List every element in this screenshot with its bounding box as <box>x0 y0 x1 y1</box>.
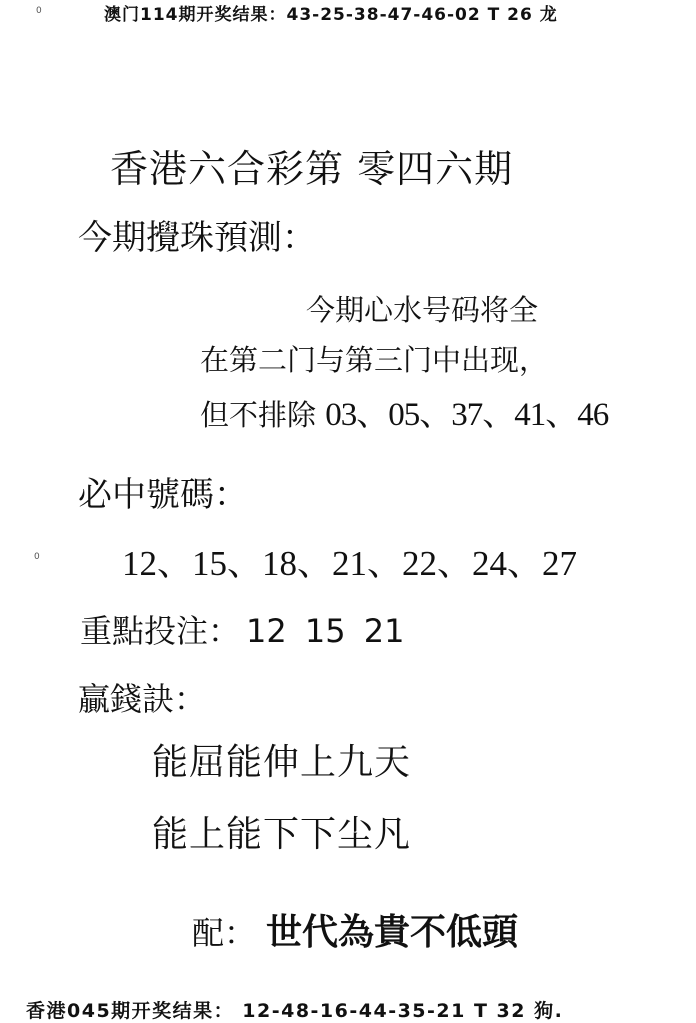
hongkong-result-banner: 香港045期开奖结果： 12-48-16-44-35-21 T 32 狗. <box>26 1000 564 1022</box>
prediction-heading: 今期攪珠預測： <box>78 218 316 258</box>
prediction-line-1: 今期心水号码将全 <box>306 293 539 327</box>
must-win-numbers: 12、15、18、21、22、24、27 <box>122 544 578 583</box>
macau-result-banner: 澳门114期开奖结果：43-25-38-47-46-02 T 26 龙 <box>104 5 558 25</box>
poem-line-1: 能屈能伸上九天 <box>152 742 412 783</box>
corner-marker-mid: 0 <box>34 552 40 562</box>
page-title: 香港六合彩第 零四六期 <box>110 147 514 191</box>
prediction-line-3 <box>200 388 608 435</box>
excluded-numbers: 03、05、37、41、46 <box>325 397 609 433</box>
pairing-value: 世代為貴不低頭 <box>266 911 519 953</box>
poem-line-2: 能上能下下尘凡 <box>152 814 412 855</box>
win-formula-heading: 贏錢訣： <box>78 680 207 718</box>
pairing-line <box>192 904 518 955</box>
prediction-line-2: 在第二门与第三门中出现， <box>200 343 549 377</box>
focus-bet-numbers: 12 15 21 <box>246 612 405 650</box>
corner-marker-top: 0 <box>36 6 42 16</box>
focus-bet-line <box>80 606 405 652</box>
must-win-heading: 必中號碼： <box>78 475 248 515</box>
focus-bet-label: 重點投注： <box>80 612 241 650</box>
pairing-label: 配： <box>192 914 257 952</box>
prediction-line-3-prefix: 但不排除 <box>200 398 317 432</box>
